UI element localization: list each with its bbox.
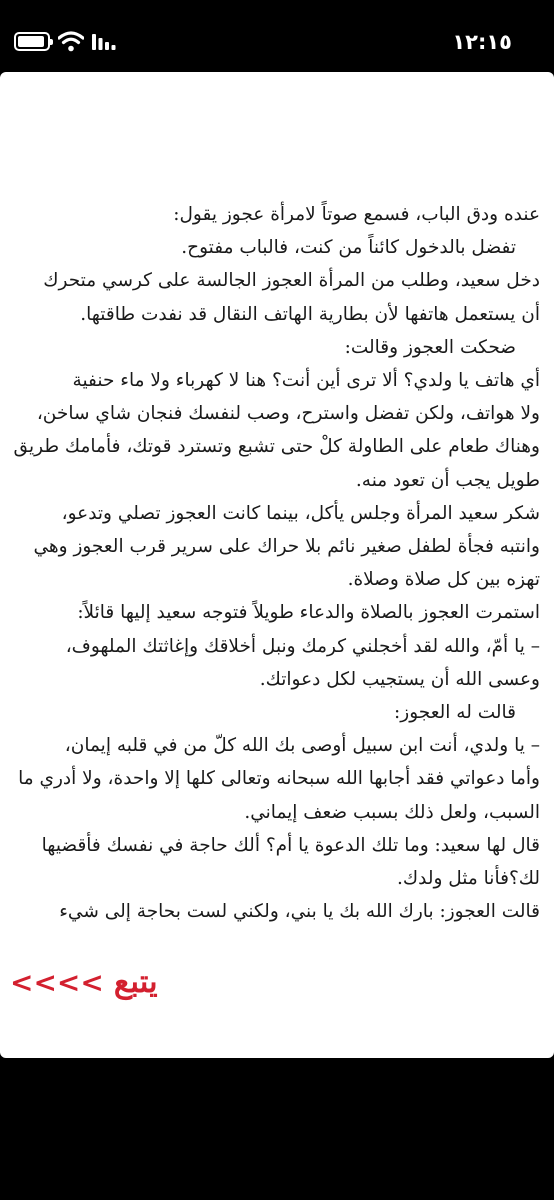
battery-icon (14, 32, 50, 51)
story-line: عنده ودق الباب، فسمع صوتاً لامرأة عجوز يقول: (173, 204, 540, 225)
wifi-icon (58, 30, 84, 52)
story-line: أي هاتف يا ولدي؟ ألا ترى أين أنت؟ هنا لا كهرباء ولا ماء حنفية (72, 370, 540, 392)
story-line: قالت له العجوز: (394, 702, 516, 724)
story-line: طويل يجب أن تعود منه. (355, 469, 540, 491)
story-line: استمرت العجوز بالصلاة والدعاء طويلاً فتوجه سعيد إليها قائلاً: (77, 602, 540, 624)
story-line: دخل سعيد، وطلب من المرأة العجوز الجالسة على كرسي متحرك (43, 270, 540, 292)
status-time: ١٢:١٥ (452, 30, 512, 54)
cellular-signal-icon (92, 34, 116, 50)
story-line: – يا أمّ، والله لقد أخجلني كرمك ونبل أخلاقك وإغاثتك الملهوف، (65, 635, 540, 657)
story-line: السبب، ولعل ذلك بسبب ضعف إيماني. (244, 801, 540, 823)
story-line: ولا هواتف، ولكن تفضل واسترح، وصب لنفسك فنجان شاي ساخن، (36, 403, 540, 425)
story-line: قال لها سعيد: وما تلك الدعوة يا أم؟ ألك حاجة في نفسك فأقضيها (41, 834, 540, 856)
story-line: ضحكت العجوز وقالت: (344, 336, 516, 358)
status-bar (0, 0, 554, 72)
bottom-black-area (0, 1058, 554, 1200)
story-line: أن يستعمل هاتفها لأن بطارية الهاتف النقال قد نفدت طاقتها. (80, 303, 540, 325)
continue-arrows: <<<< (10, 965, 104, 999)
story-line: وهناك طعام على الطاولة كلْ حتى تشبع وتسترد قوتك، فأمامك طريق (13, 436, 540, 458)
story-line: تهزه بين كل صلاة وصلاة. (347, 569, 540, 591)
story-line: لك؟فأنا مثل ولدك. (397, 868, 540, 890)
story-line: شكر سعيد المرأة وجلس يأكل، بينما كانت العجوز تصلي وتدعو، (61, 502, 540, 524)
story-text (14, 198, 540, 928)
continue-label (10, 964, 158, 1000)
continue-word: يتبع (113, 964, 158, 1000)
story-page-image[interactable] (0, 72, 554, 1058)
story-line: وانتبه فجأة لطفل صغير نائم بلا حراك على سرير قرب العجوز وهي (33, 536, 540, 558)
story-line: وأما دعواتي فقد أجابها الله سبحانه وتعالى كلها إلا واحدة، ولا أدري ما (18, 768, 540, 790)
story-line: وعسى الله أن يستجيب لكل دعواتك. (259, 668, 540, 690)
story-line: – يا ولدي، أنت ابن سبيل أوصى بك الله كلّ من في قلبه إيمان، (64, 735, 540, 757)
story-line: تفضل بالدخول كائناً من كنت، فالباب مفتوح. (181, 237, 516, 259)
story-line: قالت العجوز: بارك الله بك يا بني، ولكني لست بحاجة إلى شيء (59, 901, 540, 923)
